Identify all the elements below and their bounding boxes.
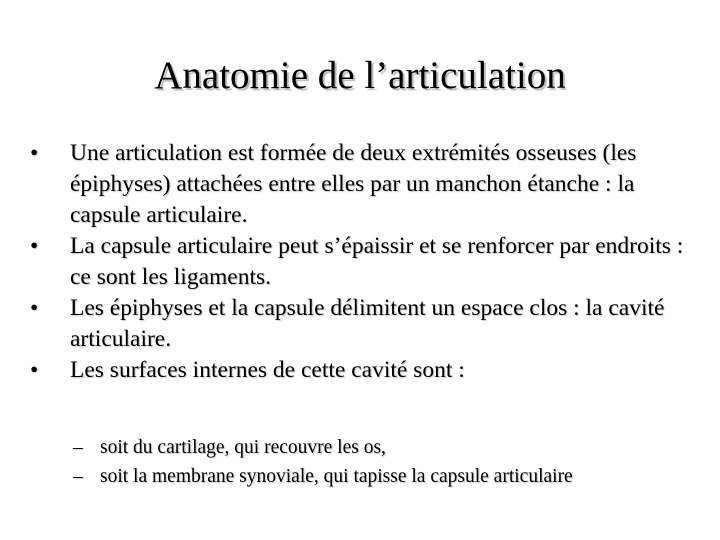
sub-bullet-list xyxy=(73,433,703,491)
bullet-item xyxy=(30,231,700,293)
bullet-marker: • xyxy=(30,295,39,321)
slide-title: Anatomie de l’articulation xyxy=(154,54,566,97)
bullet-text: Une articulation est formée de deux extrémités osseuses (les épiphyses) attachées entre elles par un manchon étanche : la capsule articulaire. xyxy=(70,140,637,228)
sub-bullet-text: soit du cartilage, qui recouvre les os, xyxy=(100,437,386,458)
bullet-text: La capsule articulaire peut s’épaissir et se renforcer par endroits : ce sont les ligaments. xyxy=(70,233,684,290)
bullet-marker: • xyxy=(30,140,39,166)
bullet-item xyxy=(30,138,700,231)
bullet-list xyxy=(30,138,700,386)
bullet-marker: • xyxy=(30,357,39,383)
bullet-text: Les surfaces internes de cette cavité sont : xyxy=(70,357,465,383)
sub-bullet-marker: – xyxy=(73,437,83,458)
sub-bullet-text: soit la membrane synoviale, qui tapisse la capsule articulaire xyxy=(100,466,573,487)
sub-bullet-item xyxy=(73,433,703,462)
sub-bullet-item xyxy=(73,462,703,491)
bullet-item xyxy=(30,355,700,386)
sub-bullet-marker: – xyxy=(73,466,83,487)
bullet-item xyxy=(30,293,700,355)
bullet-marker: • xyxy=(30,233,39,259)
bullet-text: Les épiphyses et la capsule délimitent un espace clos : la cavité articulaire. xyxy=(70,295,665,352)
